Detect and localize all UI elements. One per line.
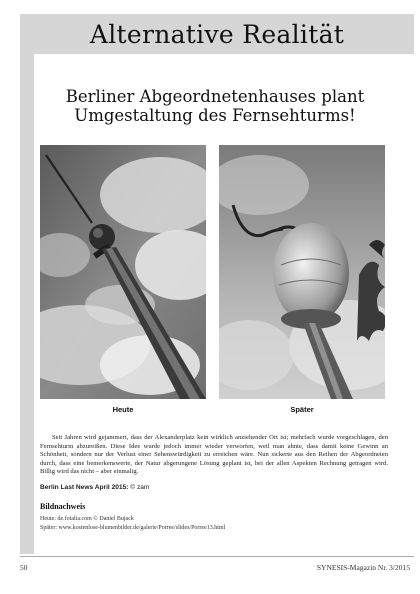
news-credit: © zam (130, 484, 150, 491)
magazine-name: SYNESIS-Magazin Nr. 3/2015 (316, 563, 410, 572)
caption-later: Später (290, 405, 314, 414)
credits-title: Bildnachweis (40, 502, 86, 511)
page-number: 50 (20, 563, 28, 572)
article-body: Seit Jahren wird gejammert, dass der Alexanderplatz kein wirklich anziehender Ort ist; mehrfach wurde vorgeschlagen, den Fernsehturm abzureißen. Diese Idee wurde jedoch immer wieder verworfen, weil man ahnte, dass damit keine Gewinn an Schönheit, sondern nur der Verlust einer Sehenswürdigkeit zu erreichen wäre. Nun sickerte aus den Reihen der Abgeordneten durch, dass eine bemerkenswerte, der Natur abgerungene Lösung geplant ist, bei der allen Aspekten Rechnung getragen wird. Billig wird das nicht – aber einmalig. (40, 434, 388, 476)
photo-leek-tower (219, 145, 385, 399)
news-source: Berlin Last News April 2015: (40, 484, 129, 491)
credits-line-1: Heute: de.fotalia.com © Daniel Bujack (40, 516, 134, 522)
photo-tv-tower (40, 145, 206, 399)
headline-line-1: Berliner Abgeordnetenhauses plant (65, 87, 365, 106)
headline-line-2: Umgestaltung des Fernsehturms! (74, 106, 356, 125)
side-band (20, 54, 34, 554)
leek-tower-image (219, 145, 385, 399)
page-title: Alternative Realität (89, 20, 345, 49)
credits-line-2: Später: www.kostenlose-blumenbilder.de/galerie/Porree/slides/Porree13.html (40, 525, 226, 531)
caption-today: Heute (112, 405, 134, 414)
tv-tower-image (40, 145, 206, 399)
footer-rule (20, 556, 414, 557)
article-headline (40, 87, 390, 125)
news-source-line (40, 484, 380, 491)
